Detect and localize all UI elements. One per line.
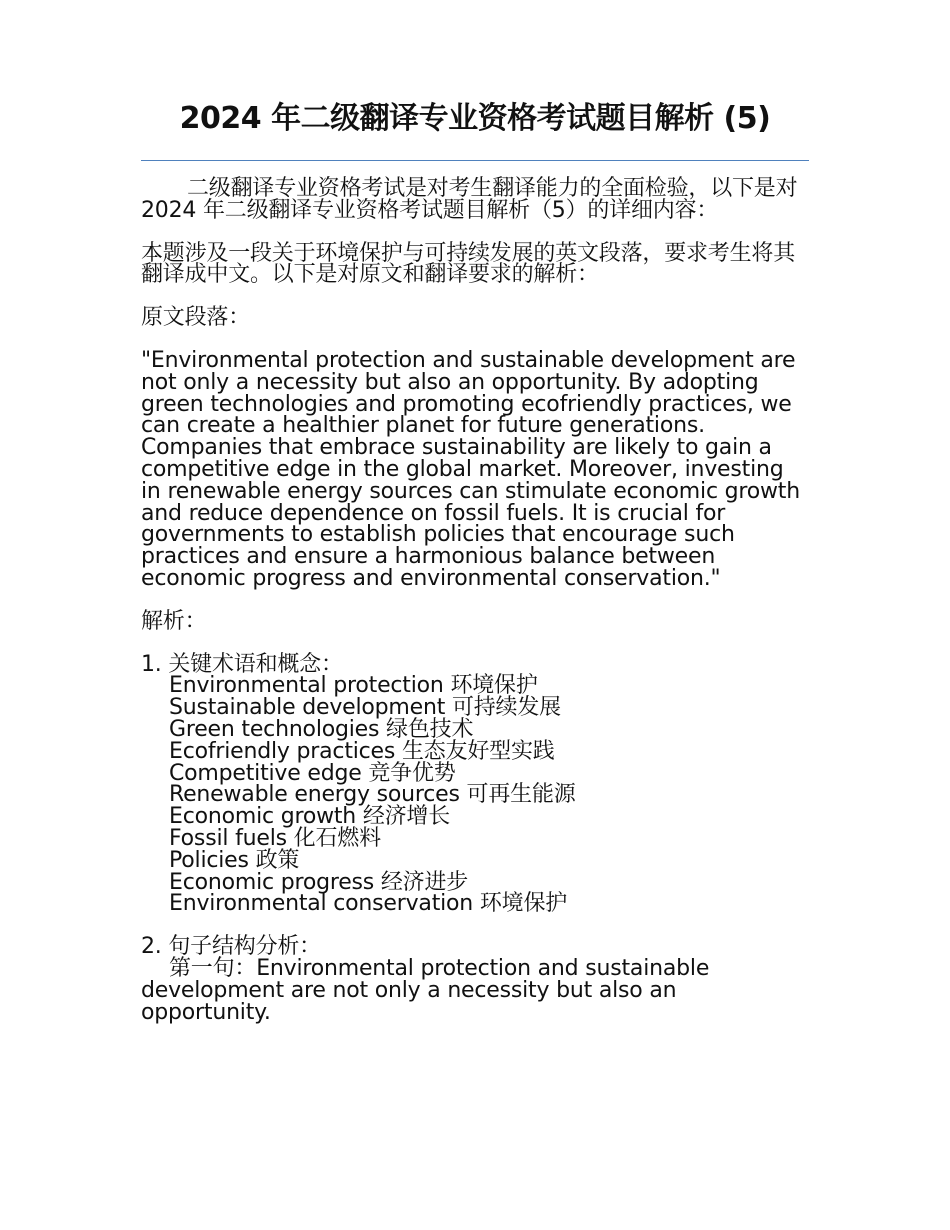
term-item: Environmental conservation 环境保护 bbox=[169, 891, 568, 917]
sentence-structure-section bbox=[141, 936, 809, 1023]
task-description-paragraph: 本题涉及一段关于环境保护与可持续发展的英文段落，要求考生将其翻译成中文。以下是对原文和翻译要求的解析： bbox=[141, 240, 796, 288]
document-title: 2024 年二级翻译专业资格考试题目解析 (5) bbox=[179, 101, 771, 136]
document-page bbox=[141, 0, 809, 1230]
term-item: Sustainable development 可持续发展 bbox=[169, 695, 561, 721]
term-item: Green technologies 绿色技术 bbox=[169, 716, 474, 742]
source-heading: 原文段落： bbox=[141, 305, 251, 331]
term-item: Environmental protection 环境保护 bbox=[169, 673, 538, 699]
sentence-structure-heading: 2. 句子结构分析： bbox=[141, 934, 321, 960]
term-item: Economic progress 经济进步 bbox=[169, 869, 469, 895]
term-item: Renewable energy sources 可再生能源 bbox=[169, 782, 576, 808]
key-terms-section bbox=[141, 651, 809, 917]
intro-paragraph: 二级翻译专业资格考试是对考生翻译能力的全面检验，以下是对 2024 年二级翻译专业资格考试题目解析（5）的详细内容： bbox=[141, 176, 798, 223]
key-terms-heading: 1. 关键术语和概念： bbox=[141, 651, 343, 677]
source-passage: "Environmental protection and sustainable development are not only a necessity but also an opportunity. By adopting green technologies and promoting ecofriendly practices, we can create a healthier planet for future generations. Companies that embrace sustainability are likely to gain a competitive edge in the global market. Moreover, investing in renewable energy sources can stimulate economic growth and reduce dependence on fossil fuels. It is crucial for governments to establish policies that encourage such practices and ensure a harmonious balance between economic progress and environmental conservation." bbox=[141, 347, 800, 591]
term-item: Competitive edge 竞争优势 bbox=[169, 760, 456, 786]
term-item: Ecofriendly practices 生态友好型实践 bbox=[169, 738, 555, 764]
first-sentence-analysis: 第一句：Environmental protection and sustainable development are not only a necessity but also an opportunity. bbox=[141, 955, 710, 1025]
term-item: Policies 政策 bbox=[169, 847, 300, 873]
term-item: Fossil fuels 化石燃料 bbox=[169, 825, 381, 851]
document-body bbox=[141, 178, 809, 1044]
analysis-heading: 解析： bbox=[141, 608, 207, 634]
term-item: Economic growth 经济增长 bbox=[169, 804, 451, 830]
title-underline bbox=[141, 160, 809, 161]
